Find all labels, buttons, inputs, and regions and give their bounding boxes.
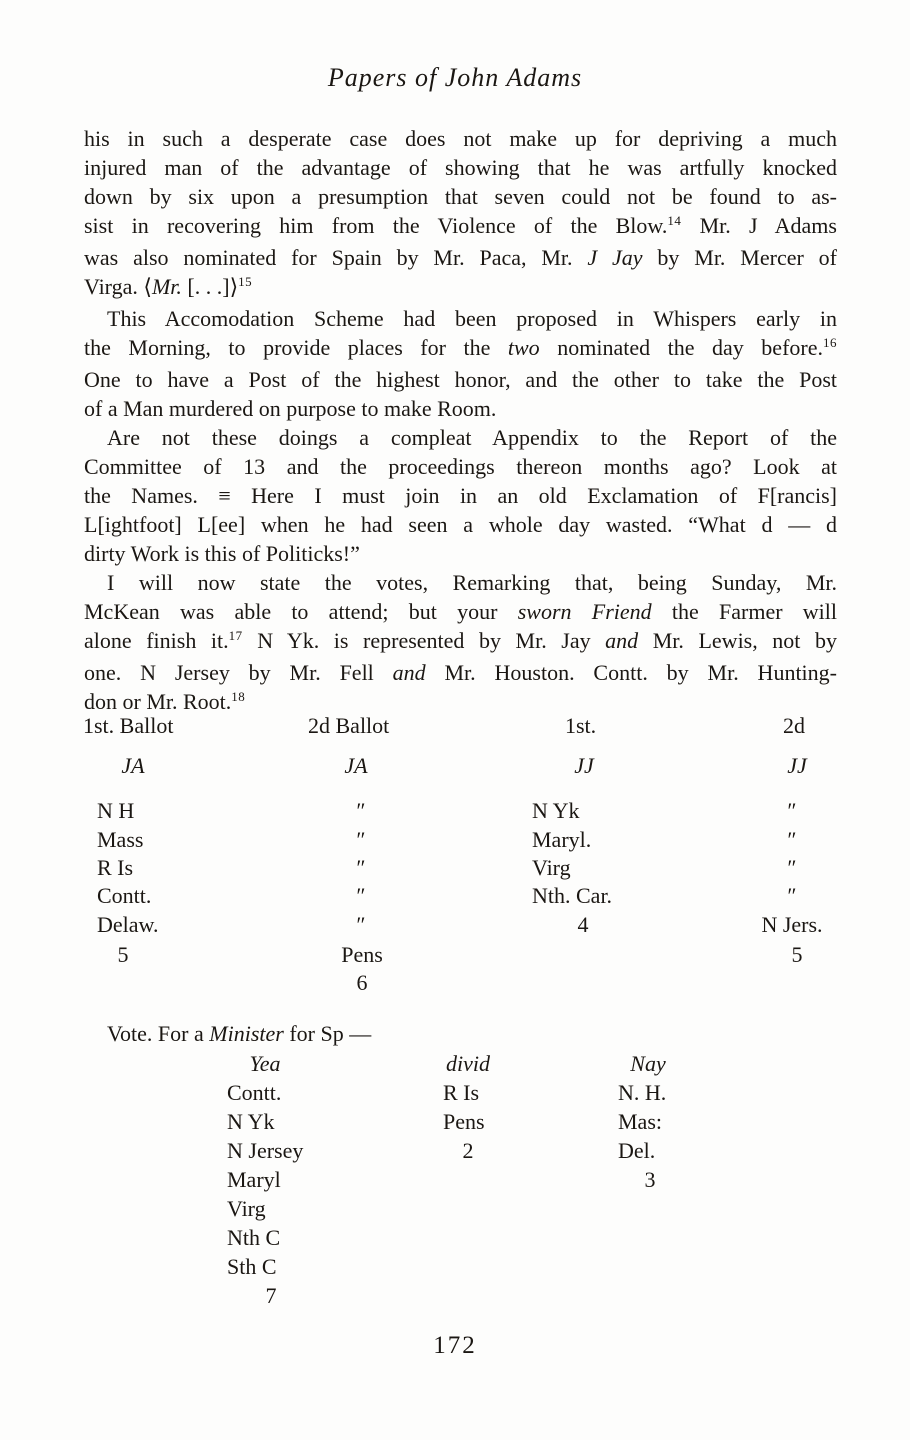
ballot-table-cell: JJ	[787, 753, 807, 778]
minister-table-cell: Yea	[249, 1051, 281, 1076]
ballot-table-cell: 1st.	[565, 713, 597, 738]
text-line: One to have a Post of the highest honor, and the other to take the Post	[84, 367, 837, 392]
text-line: This Accomodation Scheme had been proposed in Whispers early in	[107, 306, 837, 331]
ballot-table-cell: Contt.	[97, 883, 152, 908]
ballot-table-cell: R Is	[97, 855, 134, 880]
ballot-table-cell: 4	[577, 912, 589, 937]
ballot-table-cell: ″	[787, 883, 797, 908]
minister-table-cell: Mas:	[618, 1109, 662, 1134]
ballot-table-cell: N H	[97, 798, 135, 823]
text-line: the Names. ≡ Here I must join in an old Exclamation of F[rancis]	[84, 483, 837, 508]
ballot-table-cell: Virg	[532, 855, 571, 880]
page-number: 172	[433, 1332, 477, 1359]
text-line: one. N Jersey by Mr. Fell and Mr. Houston. Contt. by Mr. Hunting-	[84, 660, 837, 685]
vote-heading: Vote. For a Minister for Sp —	[107, 1021, 372, 1046]
text-line: his in such a desperate case does not make up for depriving a much	[84, 126, 837, 151]
ballot-table-cell: 2d	[783, 713, 805, 738]
ballot-table-cell: JA	[344, 753, 368, 778]
ballot-table-cell: JJ	[574, 753, 594, 778]
minister-table-cell: Nay	[630, 1051, 666, 1076]
minister-table-cell: N. H.	[618, 1080, 667, 1105]
text-line: injured man of the advantage of showing that he was artfully knocked	[84, 155, 837, 180]
text-line: dirty Work is this of Politicks!”	[84, 541, 360, 566]
ballot-table-cell: ″	[356, 798, 366, 823]
text-line: I will now state the votes, Remarking that, being Sunday, Mr.	[107, 570, 837, 595]
ballot-table-cell: 2d Ballot	[308, 713, 390, 738]
ballot-table-cell: Pens	[341, 942, 383, 967]
minister-table-cell: 3	[644, 1167, 656, 1192]
minister-table-cell: R Is	[443, 1080, 480, 1105]
text-line: McKean was able to attend; but your sworn Friend the Farmer will	[84, 599, 837, 624]
ballot-table-cell: ″	[356, 827, 366, 852]
minister-table-cell: divid	[446, 1051, 490, 1076]
text-line: alone finish it.$^{17}$ N Yk. is represented by Mr. Jay and Mr. Lewis, not by	[84, 628, 837, 653]
minister-table-cell: Del.	[618, 1138, 656, 1163]
minister-table-cell: N Jersey	[227, 1138, 304, 1163]
minister-table-cell: Nth C	[227, 1225, 281, 1250]
minister-table-cell: 2	[462, 1138, 474, 1163]
text-line: Virga. ⟨Mr. [. . .]⟩$^{15}$	[84, 274, 253, 299]
text-line: down by six upon a presumption that seven could not be found to as-	[84, 184, 837, 209]
text-line: of a Man murdered on purpose to make Room.	[84, 396, 497, 421]
minister-table-cell: Pens	[443, 1109, 485, 1134]
ballot-table-cell: 6	[356, 970, 368, 995]
ballot-table-cell: ″	[356, 855, 366, 880]
minister-table-cell: Maryl	[227, 1167, 281, 1192]
ballot-table-cell: N Jers.	[761, 912, 823, 937]
text-line: was also nominated for Spain by Mr. Paca, Mr. J Jay by Mr. Mercer of	[84, 245, 837, 270]
text-line: sist in recovering him from the Violence of the Blow.$^{14}$ Mr. J Adams	[84, 213, 837, 238]
ballot-table-cell: ″	[787, 827, 797, 852]
minister-table-cell: Virg	[227, 1196, 266, 1221]
minister-table-cell: N Yk	[227, 1109, 275, 1134]
ballot-table-cell: ″	[787, 798, 797, 823]
text-line: the Morning, to provide places for the two nominated the day before.$^{16}$	[84, 335, 837, 360]
ballot-table-cell: Delaw.	[97, 912, 159, 937]
ballot-table-cell: JA	[121, 753, 145, 778]
ballot-table-cell: Nth. Car.	[532, 883, 613, 908]
text-line: don or Mr. Root.$^{18}$	[84, 689, 246, 714]
ballot-table-cell: ″	[356, 883, 366, 908]
minister-table-cell: 7	[265, 1283, 277, 1308]
minister-table-cell: Sth C	[227, 1254, 277, 1279]
ballot-table-cell: 1st. Ballot	[83, 713, 174, 738]
text-line: L[ightfoot] L[ee] when he had seen a whole day wasted. “What d — d	[84, 512, 837, 537]
text-line: Committee of 13 and the proceedings thereon months ago? Look at	[84, 454, 837, 479]
ballot-table-cell: Mass	[97, 827, 144, 852]
ballot-table-cell: Maryl.	[532, 827, 592, 852]
ballot-table-cell: ″	[356, 912, 366, 937]
ballot-table-cell: 5	[791, 942, 803, 967]
text-line: Are not these doings a compleat Appendix to the Report of the	[107, 425, 837, 450]
ballot-table-cell: N Yk	[532, 798, 580, 823]
ballot-table-cell: 5	[117, 942, 129, 967]
running-head: Papers of John Adams	[327, 63, 583, 92]
minister-table-cell: Contt.	[227, 1080, 282, 1105]
ballot-table-cell: ″	[787, 855, 797, 880]
